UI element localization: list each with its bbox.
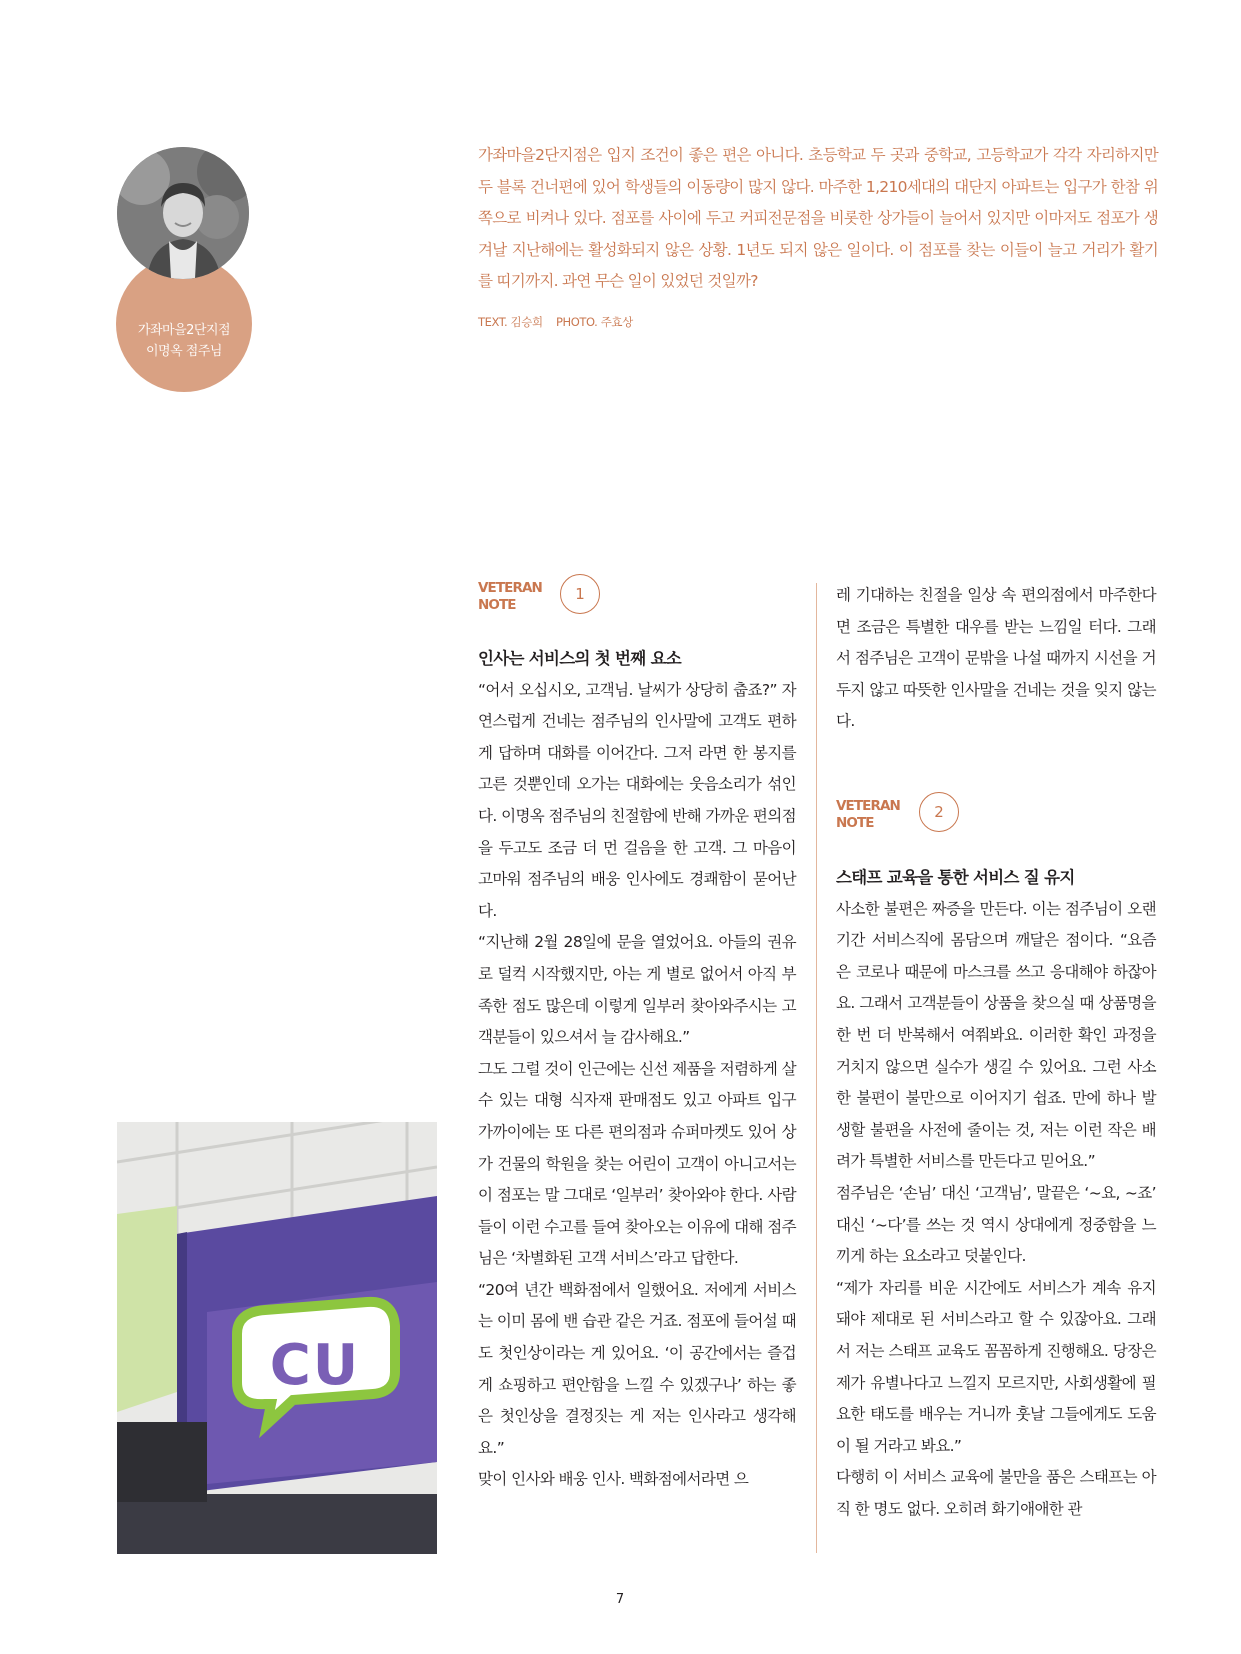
credit-line <box>478 314 643 330</box>
note1-continued-paragraph: 레 기대하는 친절을 일상 속 편의점에서 마주한다면 조금은 특별한 대우를 받는 느낌일 터다. 그래서 점주님은 고객이 문밖을 나설 때까지 시선을 거두지 않고 따뜻한 인사말을 건네는 것을 잊지 않는다. <box>836 586 1156 731</box>
note2-paragraph: “제가 자리를 비운 시간에도 서비스가 계속 유지돼야 제대로 된 서비스라고 할 수 있잖아요. 그래서 저는 스태프 교육도 꼼꼼하게 진행해요. 당장은 제가 유별나다고 느낄지 모르지만, 사회생활에 필요한 태도를 배우는 거니까 훗날 그들에게도 도움이 될 거라고 봐요.” <box>836 1278 1156 1455</box>
note2-paragraph: 점주님은 ‘손님’ 대신 ‘고객님’, 말끝은 ‘~요, ~죠’ 대신 ‘~다’를 쓰는 것 역시 상대에게 정중함을 느끼게 하는 요소라고 덧붙인다. <box>836 1183 1156 1266</box>
veteran-note-2-label-line2: NOTE <box>836 815 874 831</box>
credit-text: TEXT. 김승희 <box>478 315 543 329</box>
article-column-2-continued <box>836 580 1156 738</box>
veteran-note-1-label-line1: VETERAN <box>478 580 542 596</box>
article-column-1 <box>478 643 796 1496</box>
note1-paragraph: “지난해 2월 28일에 문을 열었어요. 아들의 권유로 덜컥 시작했지만, 아는 게 별로 없어서 아직 부족한 점도 많은데 이렇게 일부러 찾아와주시는 고객분들이 있으셔서 늘 감사해요.” <box>478 933 796 1047</box>
veteran-note-1-label-line2: NOTE <box>478 597 516 613</box>
note1-paragraph: 맞이 인사와 배웅 인사. 백화점에서라면 으 <box>478 1470 749 1489</box>
section-title-1: 인사는 서비스의 첫 번째 요소 <box>478 649 682 668</box>
veteran-note-1-number-badge: 1 <box>560 574 600 614</box>
note2-paragraph: 다행히 이 서비스 교육에 불만을 품은 스태프는 아직 한 명도 없다. 오히려 화기애애한 관 <box>836 1468 1156 1518</box>
store-signage-illustration <box>117 1122 437 1554</box>
page-number: 7 <box>615 1592 625 1607</box>
owner-portrait-illustration <box>117 147 249 279</box>
credit-photo: PHOTO. 주효상 <box>555 315 633 329</box>
store-signage-photo <box>117 1122 437 1554</box>
note1-paragraph: 그도 그럴 것이 인근에는 신선 제품을 저렴하게 살 수 있는 대형 식자재 판매점도 있고 아파트 입구 가까이에는 또 다른 편의점과 슈퍼마켓도 있어 상가 건물의 학원을 찾는 어린이 고객이 아니고서는 이 점포는 말 그대로 ‘일부러’ 찾아와야 한다. 사람들이 이런 수고를 들여 찾아오는 이유에 대해 점주님은 ‘차별화된 고객 서비스’라고 답한다. <box>478 1059 796 1268</box>
store-name: 가좌마을2단지점 <box>137 323 231 338</box>
owner-portrait-photo <box>117 147 249 279</box>
section-title-2: 스태프 교육을 통한 서비스 질 유지 <box>836 868 1075 887</box>
column-divider <box>816 583 817 1553</box>
note1-paragraph: “20여 년간 백화점에서 일했어요. 저에게 서비스는 이미 몸에 밴 습관 같은 거죠. 점포에 들어설 때도 첫인상이라는 게 있어요. ‘이 공간에서는 즐겁게 쇼핑하고 편안함을 느낄 수 있겠구나’ 하는 좋은 첫인상을 결정짓는 게 저는 인사라고 생각해요.” <box>478 1280 796 1457</box>
intro-paragraph: 가좌마을2단지점은 입지 조건이 좋은 편은 아니다. 초등학교 두 곳과 중학교, 고등학교가 각각 자리하지만 두 블록 건너편에 있어 학생들의 이동량이 많지 않다. 마주한 1,210세대의 대단지 아파트는 입구가 한참 위쪽으로 비켜나 있다. 점포를 사이에 두고 커피전문점을 비롯한 상가들이 늘어서 있지만 이마저도 점포가 생겨날 지난해에는 활성화되지 않은 상황. 1년도 되지 않은 일이다. 이 점포를 찾는 이들이 늘고 거리가 활기를 띠기까지. 과연 무슨 일이 있었던 것일까? <box>478 146 1158 290</box>
article-column-2 <box>836 862 1156 1525</box>
note1-paragraph: “어서 오십시오, 고객님. 날씨가 상당히 춥죠?” 자연스럽게 건네는 점주님의 인사말에 고객도 편하게 답하며 대화를 이어간다. 그저 라면 한 봉지를 고른 것뿐인데 오가는 대화에는 웃음소리가 섞인다. 이명옥 점주님의 친절함에 반해 가까운 편의점을 두고도 조금 더 먼 걸음을 한 고객. 그 마음이 고마워 점주님의 배웅 인사에도 경쾌함이 묻어난다. <box>478 680 796 920</box>
cu-logo-text: CU <box>269 1333 361 1398</box>
veteran-note-1-label <box>478 580 542 614</box>
veteran-note-2-label <box>836 798 900 832</box>
note2-paragraph: 사소한 불편은 짜증을 만든다. 이는 점주님이 오랜 기간 서비스직에 몸담으며 깨달은 점이다. “요즘은 코로나 때문에 마스크를 쓰고 응대해야 하잖아요. 그래서 고객분들이 상품을 찾으실 때 상품명을 한 번 더 반복해서 여쭤봐요. 이러한 확인 과정을 거치지 않으면 실수가 생길 수 있어요. 그런 사소한 불편이 불만으로 이어지기 쉽죠. 만에 하나 발생할 불편을 사전에 줄이는 것, 저는 이런 작은 배려가 특별한 서비스를 만든다고 믿어요.” <box>836 899 1156 1171</box>
owner-name: 이명옥 점주님 <box>146 344 222 359</box>
veteran-note-2-label-line1: VETERAN <box>836 798 900 814</box>
veteran-note-2-number-badge: 2 <box>919 792 959 832</box>
